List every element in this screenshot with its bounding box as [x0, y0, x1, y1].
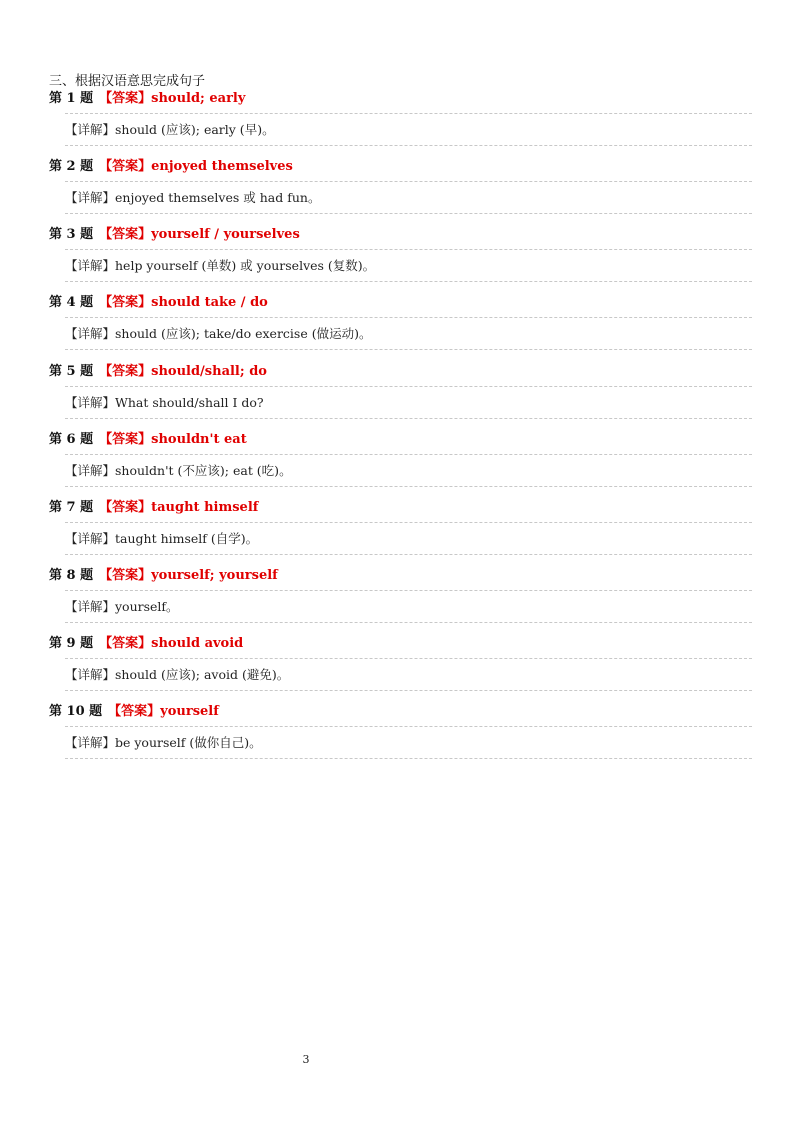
answer-text: yourself	[160, 704, 219, 719]
detail-text: 【详解】should (应该); avoid (避免)。	[65, 667, 290, 682]
question-number: 第 8 题	[49, 568, 94, 583]
answer-label: 【答案】	[99, 227, 152, 242]
question-header	[49, 500, 752, 516]
answer-text: shouldn't eat	[151, 432, 247, 447]
answer-text: enjoyed themselves	[151, 159, 293, 174]
question-6	[49, 432, 752, 478]
question-7	[49, 500, 752, 546]
dashed-divider	[65, 349, 752, 350]
question-header	[49, 295, 752, 311]
question-number: 第 7 题	[49, 500, 94, 515]
detail-text: 【详解】should (应该); early (早)。	[65, 122, 275, 137]
question-4	[49, 295, 752, 341]
answer-text: should avoid	[151, 636, 244, 651]
dashed-divider	[65, 454, 752, 455]
question-number: 第 4 题	[49, 295, 94, 310]
dashed-divider	[65, 758, 752, 759]
question-number: 第 10 题	[49, 704, 103, 719]
dashed-divider	[65, 726, 752, 727]
answer-label: 【答案】	[99, 636, 152, 651]
detail-text: 【详解】be yourself (做你自己)。	[65, 735, 262, 750]
answer-label: 【答案】	[99, 159, 152, 174]
dashed-divider	[65, 590, 752, 591]
dashed-divider	[65, 554, 752, 555]
question-2	[49, 159, 752, 205]
question-number: 第 5 题	[49, 364, 94, 379]
question-9	[49, 636, 752, 682]
detail-text: 【详解】taught himself (自学)。	[65, 531, 259, 546]
dashed-divider	[65, 249, 752, 250]
answer-text: should/shall; do	[151, 364, 267, 379]
answer-text: yourself; yourself	[151, 568, 278, 583]
question-header	[49, 364, 752, 380]
dashed-divider	[65, 522, 752, 523]
question-header	[49, 159, 752, 175]
question-number: 第 6 题	[49, 432, 94, 447]
dashed-divider	[65, 113, 752, 114]
answer-label: 【答案】	[99, 432, 152, 447]
question-header	[49, 91, 752, 107]
answer-text: should; early	[151, 91, 246, 106]
detail-text: 【详解】yourself。	[65, 599, 179, 614]
answer-label: 【答案】	[99, 500, 152, 515]
question-5	[49, 364, 752, 410]
answer-label: 【答案】	[99, 364, 152, 379]
question-header	[49, 636, 752, 652]
dashed-divider	[65, 658, 752, 659]
detail-text: 【详解】shouldn't (不应该); eat (吃)。	[65, 463, 292, 478]
dashed-divider	[65, 317, 752, 318]
question-8	[49, 568, 752, 614]
dashed-divider	[65, 213, 752, 214]
dashed-divider	[65, 690, 752, 691]
question-number: 第 3 题	[49, 227, 94, 242]
question-header	[49, 568, 752, 584]
answer-label: 【答案】	[99, 295, 152, 310]
dashed-divider	[65, 418, 752, 419]
answer-text: yourself / yourselves	[151, 227, 300, 242]
question-3	[49, 227, 752, 273]
detail-text: 【详解】help yourself (单数) 或 yourselves (复数)。	[65, 258, 376, 273]
question-number: 第 2 题	[49, 159, 94, 174]
detail-text: 【详解】enjoyed themselves 或 had fun。	[65, 190, 321, 205]
dashed-divider	[65, 181, 752, 182]
detail-text: 【详解】should (应该); take/do exercise (做运动)。	[65, 326, 372, 341]
dashed-divider	[65, 486, 752, 487]
dashed-divider	[65, 622, 752, 623]
answer-label: 【答案】	[108, 704, 161, 719]
page-number: 3	[302, 1053, 310, 1066]
question-header	[49, 227, 752, 243]
question-header	[49, 432, 752, 448]
answer-label: 【答案】	[99, 91, 152, 106]
question-number: 第 1 题	[49, 91, 94, 106]
answer-text: taught himself	[151, 500, 259, 515]
dashed-divider	[65, 281, 752, 282]
answer-label: 【答案】	[99, 568, 152, 583]
dashed-divider	[65, 386, 752, 387]
question-1	[49, 91, 752, 137]
question-header	[49, 704, 752, 720]
dashed-divider	[65, 145, 752, 146]
question-10	[49, 704, 752, 750]
section-title: 三、根据汉语意思完成句子	[49, 74, 206, 89]
answer-text: should take / do	[151, 295, 268, 310]
detail-text: 【详解】What should/shall I do?	[65, 395, 264, 410]
question-number: 第 9 题	[49, 636, 94, 651]
